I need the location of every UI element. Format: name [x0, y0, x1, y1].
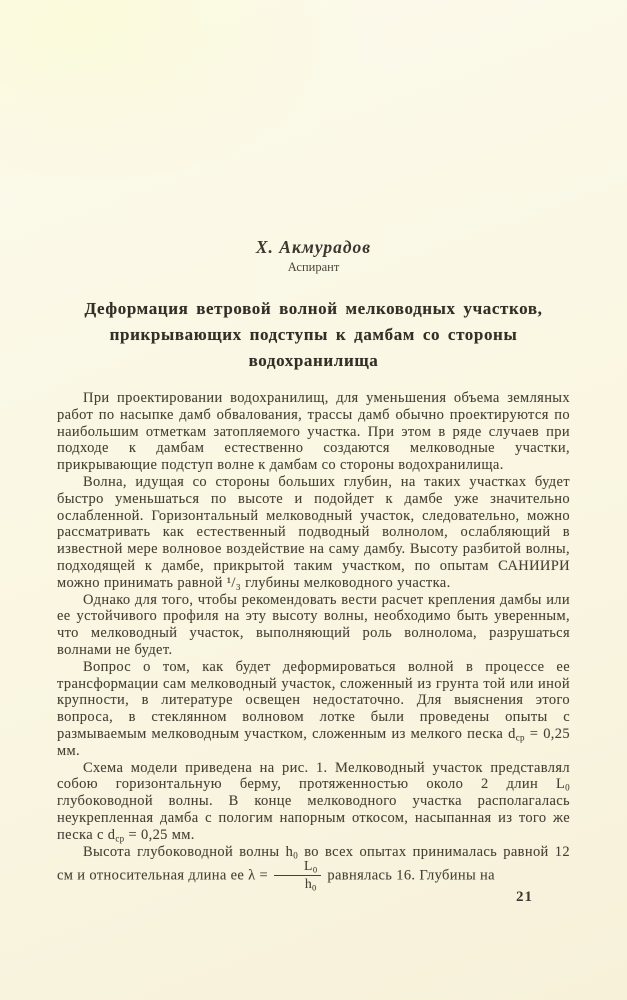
paragraph-6: Высота глубоководной волны $h_0$ во всех опытах принималась равной 12 см и относительная длина ее λ = $\frac{L_0}{h_0}$ равнялась 16. Глубины на	[57, 843, 571, 893]
article-title: Деформация ветровой волной мелководных участков, прикрывающих подступы к дамбам со стороны водохранилища	[84, 299, 543, 370]
author-role: Аспирант	[287, 260, 340, 274]
author-name: Х. Акмурадов	[255, 237, 372, 257]
paragraph-1: При проектировании водохранилищ, для уменьшения объема земляных работ по насыпке дамб обвалования, трассы дамб обычно проектируются по наибольшим отметкам затопляемого участка. При этом в ряде случаев при подходе к дамбам естественно создаются мелководные участки, прикрывающие подступ волне к дамбам со стороны водохранилища.	[57, 390, 570, 474]
paragraph-4: Вопрос о том, как будет деформироваться волной в процессе ее трансформации сам мелководный участок, сложенный из грунта той или иной крупности, в литературе освещен недостаточно. Для выяснения этого вопроса, в стеклянном волновом лотке были проведены опыты с размываемым мелководным участком, сложенным из мелкого песка $d_{ср} = 0,25$ мм.	[57, 658, 570, 759]
paragraph-2: Волна, идущая со стороны больших глубин, на таких участках будет быстро уменьшаться по высоте и подойдет к дамбе уже значительно ослабленной. Горизонтальный мелководный участок, следовательно, можно рассматривать как естественный подводный волнолом, ослабляющий в известной мере волновое воздействие на саму дамбу. Высоту разбитой волны, подходящей к дамбе, прикрытой таким участком, по опытам САНИИРИ можно принимать равной ¹/₃ глубины мелководного участка.	[57, 473, 570, 591]
page-content	[57, 237, 570, 892]
paragraph-3: Однако для того, чтобы рекомендовать вести расчет крепления дамбы или ее устойчивого профиля на эту высоту волны, необходимо быть уверенным, что мелководный участок, выполняющий роль волнолома, разрушаться волнами не будет.	[57, 591, 570, 658]
page-number: 21	[516, 889, 533, 905]
fraction: $\frac{L_0}{h_0}$	[274, 859, 321, 891]
paragraph-5: Схема модели приведена на рис. 1. Мелководный участок представлял собою горизонтальную берму, протяженностью около 2 длин $L_0$ глубоководной волны. В конце мелководного участка располагалась неукрепленная дамба с пологим напорным откосом, насыпанная из того же песка с $d_{ср} = 0,25$ мм.	[57, 759, 570, 844]
article-body	[57, 390, 570, 892]
